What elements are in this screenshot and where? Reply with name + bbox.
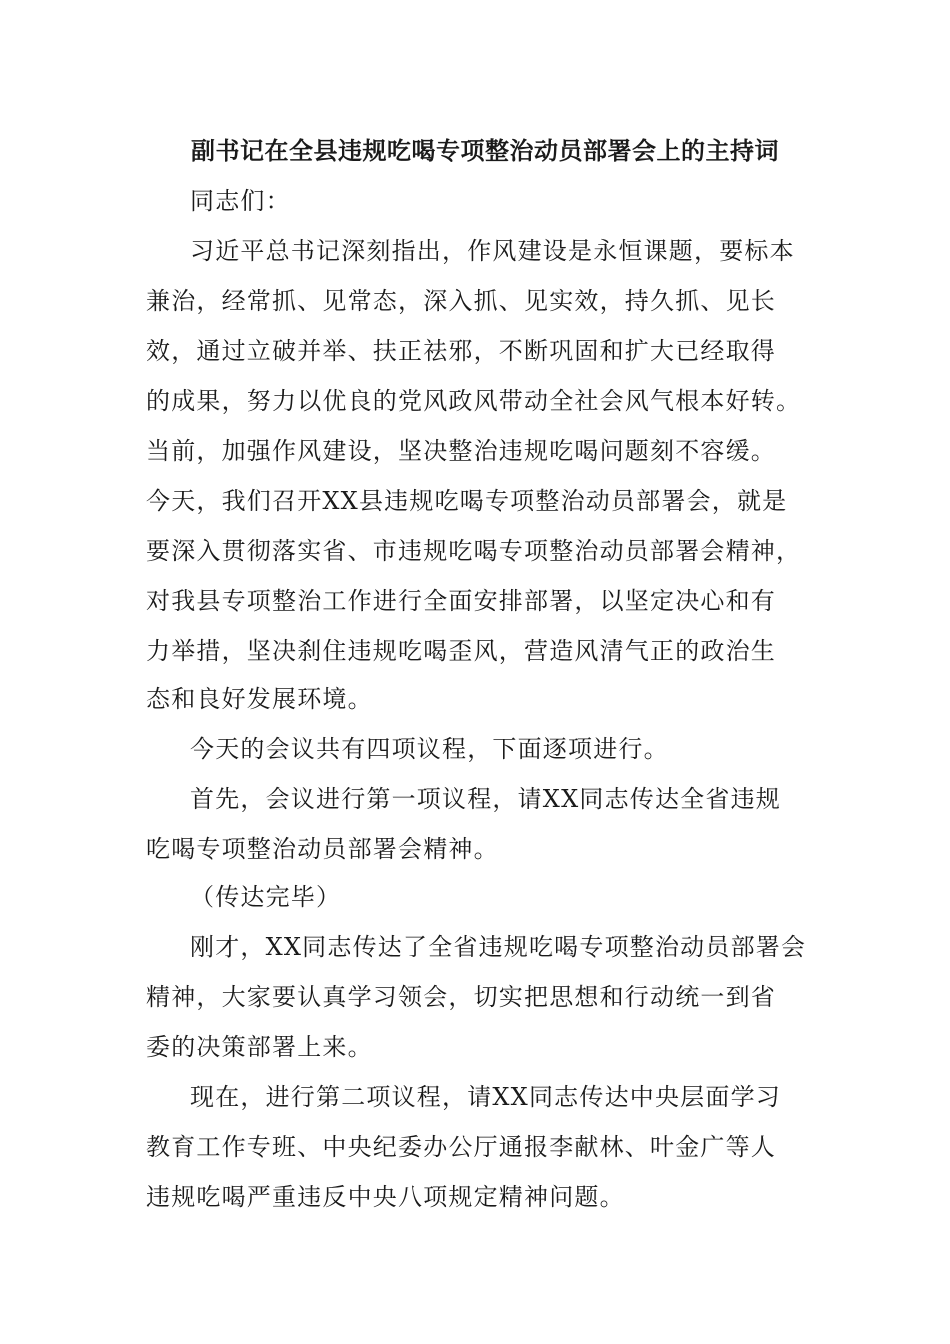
text-line: 教育工作专班、中央纪委办公厅通报李献林、叶金广等人	[146, 1133, 776, 1161]
text-line: 吃喝专项整治动员部署会精神。	[146, 835, 499, 863]
text-line: 兼治，经常抓、见常态，深入抓、见实效，持久抓、见长	[146, 287, 776, 315]
text-line: 今天的会议共有四项议程，下面逐项进行。	[190, 735, 669, 763]
text-line: 刚才，XX同志传达了全省违规吃喝专项整治动员部署会	[190, 933, 807, 961]
text-line: 违规吃喝严重违反中央八项规定精神问题。	[146, 1183, 625, 1211]
text-line: 要深入贯彻落实省、市违规吃喝专项整治动员部署会精神，	[146, 537, 802, 565]
text-line: 当前，加强作风建设，坚决整治违规吃喝问题刻不容缓。	[146, 437, 776, 465]
text-line: 力举措，坚决刹住违规吃喝歪风，营造风清气正的政治生	[146, 637, 776, 665]
text-line: 今天，我们召开XX县违规吃喝专项整治动员部署会，就是	[146, 487, 788, 515]
text-line: 委的决策部署上来。	[146, 1033, 373, 1061]
text-line-salutation: 同志们：	[190, 187, 291, 215]
text-line: 态和良好发展环境。	[146, 685, 373, 713]
text-line: 首先，会议进行第一项议程，请XX同志传达全省违规	[190, 785, 781, 813]
text-line: 对我县专项整治工作进行全面安排部署，以坚定决心和有	[146, 587, 776, 615]
text-line: 现在，进行第二项议程，请XX同志传达中央层面学习	[190, 1083, 781, 1111]
text-line: 精神，大家要认真学习领会，切实把思想和行动统一到省	[146, 983, 776, 1011]
text-line: （传达完毕）	[190, 883, 342, 911]
document-title: 副书记在全县违规吃喝专项整治动员部署会上的主持词	[191, 136, 779, 165]
text-line: 效，通过立破并举、扶正祛邪，不断巩固和扩大已经取得	[146, 337, 776, 365]
text-line: 习近平总书记深刻指出，作风建设是永恒课题，要标本	[190, 237, 795, 265]
text-line: 的成果，努力以优良的党风政风带动全社会风气根本好转。	[146, 387, 802, 415]
